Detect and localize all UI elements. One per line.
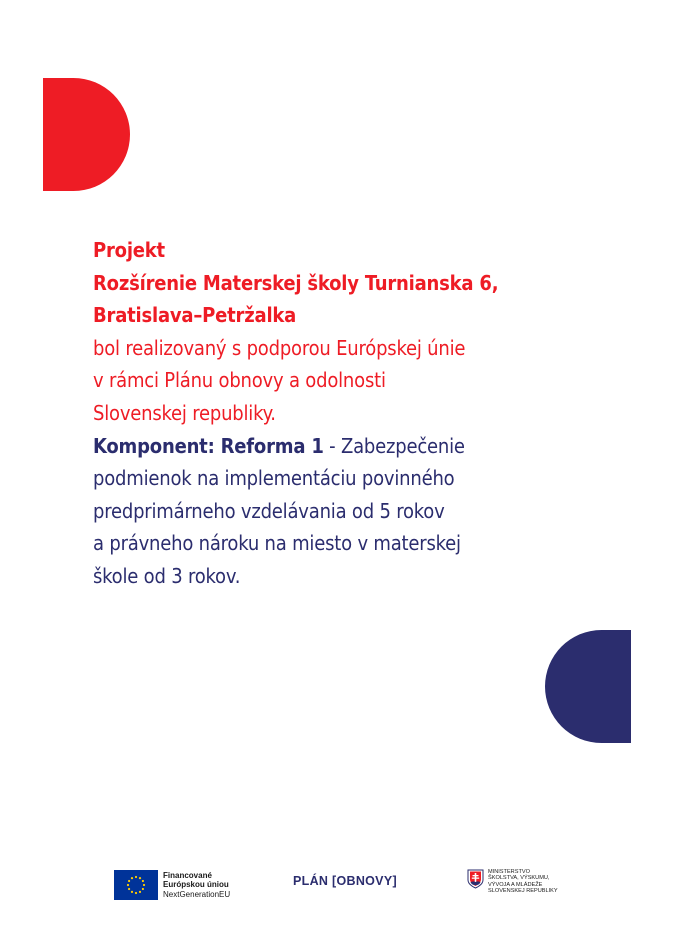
- component-line-1-rest: - Zabezpečenie: [323, 433, 465, 458]
- footer-logos: [0, 864, 675, 904]
- slovak-coat-of-arms-icon: [467, 869, 484, 889]
- project-desc-line-1: bol realizovaný s podporou Európskej únie: [93, 335, 466, 360]
- project-desc-line-2: v rámci Plánu obnovy a odolnosti: [93, 368, 386, 393]
- component-line-3: predprimárneho vzdelávania od 5 rokov: [93, 498, 445, 523]
- red-half-circle-decoration: [43, 78, 130, 191]
- project-title-line-1: Rozšírenie Materskej školy Turnianska 6,: [93, 270, 499, 295]
- eu-text-line-1: Financované: [163, 870, 212, 880]
- eu-text-line-2: Európskou úniou: [163, 880, 229, 890]
- plan-bracket-close: ]: [392, 874, 397, 888]
- project-title-line-2: Bratislava–Petržalka: [93, 303, 297, 328]
- eu-flag-icon: [114, 870, 158, 900]
- component-label: Komponent: Reforma 1: [93, 433, 324, 458]
- ministry-line-4: SLOVENSKEJ REPUBLIKY: [488, 887, 558, 894]
- ministry-logo: [467, 869, 558, 894]
- component-line-2: podmienok na implementáciu povinného: [93, 466, 455, 491]
- obnovy-word: OBNOVY: [336, 874, 393, 888]
- component-line-1: [93, 430, 633, 463]
- project-label: Projekt: [93, 238, 165, 262]
- ministry-text: [488, 869, 558, 894]
- eu-text-line-3: NextGenerationEU: [163, 889, 231, 899]
- ministry-line-1: MINISTERSTVO: [488, 869, 530, 875]
- project-info: [93, 234, 633, 593]
- eu-funding-logo: [114, 870, 230, 900]
- plan-obnovy-logo: [293, 874, 397, 888]
- eu-funding-text: [163, 871, 230, 900]
- plan-bracket-open: [: [332, 874, 337, 888]
- ministry-line-2: ŠKOLSTVA, VÝSKUMU,: [488, 875, 550, 882]
- eu-stars-icon: [114, 870, 158, 900]
- navy-half-circle-decoration: [545, 630, 631, 743]
- project-desc-line-3: Slovenskej republiky.: [93, 400, 276, 425]
- component-line-4: a právneho nároku na miesto v materskej: [93, 531, 461, 556]
- component-line-5: škole od 3 rokov.: [93, 563, 241, 588]
- plan-word: PLÁN: [293, 874, 329, 888]
- ministry-line-3: VÝVOJA A MLÁDEŽE: [488, 881, 543, 888]
